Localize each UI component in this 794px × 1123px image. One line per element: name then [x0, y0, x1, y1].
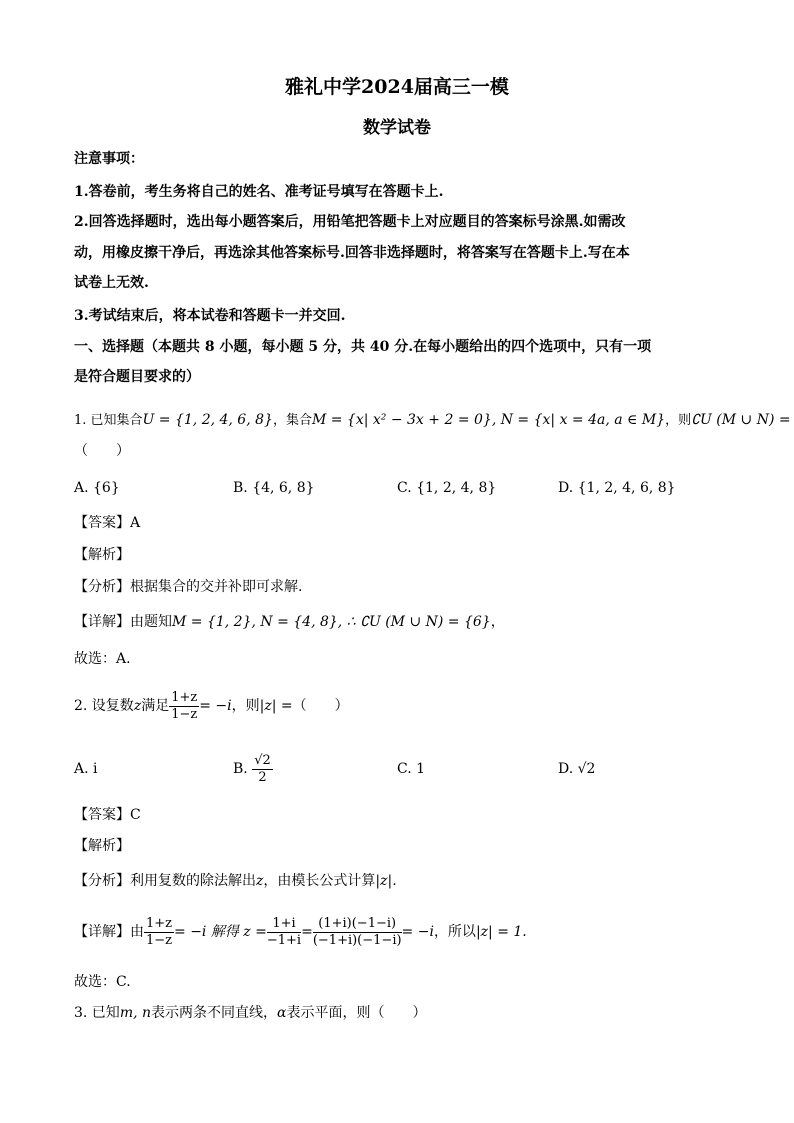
q1-set-mn: M = {x| x² − 3x + 2 = 0}, N = {x| x = 4a, a ∈ M}	[311, 412, 666, 428]
q2-stem	[74, 686, 349, 726]
notice-item-2: 2.回答选择题时，选出每小题答案后，用铅笔把答题卡上对应题目的答案标号涂黑.如需改	[74, 214, 626, 230]
q2-analysis-label: 【解析】	[74, 838, 130, 854]
q2-eq: = −i	[199, 698, 232, 714]
section-heading-cont: 是符合题目要求的）	[74, 369, 200, 385]
q1-option-c: C. {1, 2, 4, 8}	[397, 480, 497, 496]
q2-fenxi-a: 【分析】利用复数的除法解出	[74, 873, 256, 889]
q2-fraction	[169, 690, 199, 723]
q2-stem-b: 满足	[141, 698, 170, 714]
q1-fenxi: 【分析】根据集合的交并补即可求解.	[74, 579, 303, 595]
q2-option-b-num: √2	[254, 752, 271, 768]
q1-stem-a: 1. 已知集合	[74, 413, 143, 428]
q1-analysis-label: 【解析】	[74, 547, 130, 563]
page-title: 雅礼中学2024届高三一模	[285, 76, 509, 98]
q2-detail-frac-2-num: 1+i	[267, 916, 301, 933]
q2-detail-frac-3-den: (−1+i)(−1−i)	[312, 932, 402, 948]
q1-conclusion: 故选：A.	[74, 651, 131, 667]
q2-detail-frac-1	[144, 916, 174, 949]
q2-detail-frac-1-num: 1+z	[146, 915, 173, 931]
notice-item-1: 1.答卷前，考生务将自己的姓名、准考证号填写在答题卡上.	[74, 184, 444, 200]
q2-stem-a: 2. 设复数	[74, 698, 134, 714]
notice-item-3: 3.考试结束后，将本试卷和答题卡一并交回.	[74, 308, 346, 324]
q1-stem-c: ，则	[665, 413, 692, 428]
q2-fenxi	[74, 871, 397, 891]
q2-detail-eq-1: = −i 解得 z =	[174, 924, 267, 940]
q2-detail-result: |z| = 1.	[475, 924, 527, 940]
q2-detail-eq-2: =	[301, 924, 313, 940]
q1-option-b: B. {4, 6, 8}	[233, 480, 315, 496]
q2-option-b-label: B.	[233, 761, 248, 777]
q2-detail-frac-2	[267, 916, 301, 949]
q2-frac-num: 1+z	[171, 689, 198, 705]
q2-paren: （ ）	[292, 698, 349, 714]
q1-detail-math: M = {1, 2}, N = {4, 8}, ∴ ∁U (M ∪ N) = {6}	[172, 614, 491, 630]
q3-stem-a: 3. 已知	[74, 1005, 120, 1021]
q3-stem-c: 表示平面，则（ ）	[286, 1005, 427, 1021]
q1-option-d: D. {1, 2, 4, 6, 8}	[558, 480, 676, 496]
q2-frac-den: 1−z	[171, 706, 198, 722]
q2-fenxi-b: ，由模长公式计算	[263, 873, 376, 889]
q1-detail	[74, 612, 505, 632]
q1-stem-b: ，集合	[272, 413, 312, 428]
q3-stem-b: 表示两条不同直线，	[151, 1005, 278, 1021]
q1-set-u: U = {1, 2, 4, 6, 8}	[142, 412, 273, 428]
q2-detail	[74, 912, 527, 952]
q1-detail-label: 【详解】由题知	[74, 614, 172, 630]
q2-option-b-frac	[252, 753, 273, 786]
q3-alpha: α	[277, 1005, 287, 1021]
q2-z: z	[133, 698, 142, 714]
q2-option-a: A. i	[74, 761, 98, 777]
q2-detail-frac-2-den: −1+i	[266, 932, 302, 948]
notice-item-2-cont: 动，用橡皮擦干净后，再选涂其他答案标号.回答非选择题时，将答案写在答题卡上.写在本	[74, 245, 630, 261]
q2-conclusion: 故选：C.	[74, 974, 131, 990]
section-heading: 一、选择题（本题共 8 小题，每小题 5 分，共 40 分.在每小题给出的四个选项中，只有一项	[74, 339, 652, 355]
q2-option-b	[233, 749, 273, 789]
q2-fenxi-z: z	[256, 873, 264, 889]
q2-detail-frac-3-num: (1+i)(−1−i)	[313, 916, 402, 933]
q2-detail-frac-1-den: 1−z	[146, 932, 173, 948]
q2-detail-eq-3: = −i	[401, 924, 434, 940]
q2-option-b-den: 2	[258, 769, 267, 785]
q3-mn: m, n	[119, 1005, 152, 1021]
q2-detail-tail: ，所以	[433, 924, 476, 940]
q2-option-c: C. 1	[397, 761, 426, 777]
q2-fenxi-abs: |z|.	[375, 873, 397, 889]
q2-answer: 【答案】C	[74, 807, 141, 823]
q2-stem-c: ，则	[231, 698, 260, 714]
page-subtitle: 数学试卷	[363, 118, 431, 138]
q2-option-d: D. √2	[558, 761, 596, 777]
q1-answer: 【答案】A	[74, 515, 141, 531]
q1-paren: （ ）	[74, 443, 130, 459]
q3-stem	[74, 1003, 426, 1023]
q1-expr: ∁U (M ∪ N) =	[691, 412, 791, 428]
q2-absz: |z| =	[259, 698, 293, 714]
notice-item-2-end: 试卷上无效.	[74, 275, 149, 291]
q2-detail-label: 【详解】由	[74, 924, 144, 940]
q1-stem	[74, 410, 791, 431]
q1-detail-end: ，	[490, 614, 505, 630]
q1-option-a: A. {6}	[74, 480, 120, 496]
q2-detail-frac-3	[313, 916, 402, 949]
notice-heading: 注意事项：	[74, 151, 144, 167]
